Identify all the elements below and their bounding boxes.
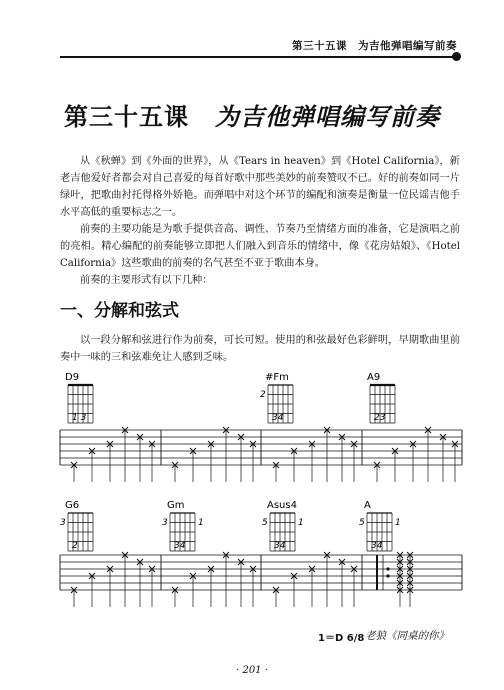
chord-fingering: 34 (174, 541, 186, 551)
chord-name: G6 (65, 500, 80, 511)
chord-name: A (364, 500, 371, 511)
footer-tempo: 1＝D 6/8 (318, 633, 365, 644)
chord-fingering: 34 (274, 541, 286, 551)
header-dot (452, 52, 461, 61)
chord-barre-finger: 1 (198, 518, 204, 528)
repeat-dot (386, 574, 389, 577)
chord-fret-number: 3 (162, 518, 168, 528)
repeat-dot (386, 567, 389, 570)
chord-fret-number: 2 (260, 390, 266, 400)
chord-fingering: 1 3 (72, 413, 87, 423)
chord-fingering: 34 (272, 413, 284, 423)
footer-song: 老狼《同桌的你》 (365, 630, 449, 642)
lesson-number: 第三十五课 (64, 103, 189, 131)
chord-fingering: 2 (72, 541, 78, 551)
chord-fret-number: 5 (359, 518, 365, 528)
chord-diagram-fm (260, 372, 293, 423)
chord-barre-finger: 1 (298, 518, 304, 528)
chord-diagram-g6 (60, 500, 93, 551)
tab-staff-figure (0, 370, 504, 630)
chord-name: D9 (65, 372, 80, 383)
chord-barre-finger: 1 (395, 518, 401, 528)
chord-diagram-gm (162, 500, 204, 551)
chord-diagram-a9 (367, 372, 395, 423)
lesson-title-text: 为吉他弹唱编写前奏 (215, 103, 440, 131)
tab-staff-row2 (60, 552, 462, 607)
paragraph-forms: 前奏的主要形式有以下几种： (80, 275, 213, 286)
paragraph-intro: 从《秋蝉》到《外面的世界》，从《Tears in heaven》到《Hotel California》，新老吉他爱好者都会对自己喜爱的每首好歌中那些美妙的前奏赞叹不已。好的前奏如同一片绿叶，把歌曲衬托得格外娇艳。而弹唱中对这个环节的编配和演奏是衡量一位民谣吉他手水平高低的重要标志之一。 (60, 156, 460, 218)
chord-diagram-d9 (65, 372, 93, 423)
chord-name: #Fm (265, 372, 289, 383)
chord-name: A9 (367, 372, 381, 383)
running-header: 第三十五课 为吉他弹唱编写前奏 (292, 40, 457, 52)
chord-name: Asus4 (267, 500, 297, 511)
chord-name: Gm (167, 500, 185, 511)
chord-fingering: 23 (374, 413, 386, 423)
page-number: · 201 · (236, 665, 268, 676)
header-rule (60, 56, 456, 58)
chord-fingering: 34 (371, 541, 383, 551)
chord-fret-number: 5 (262, 518, 268, 528)
paragraph-function: 前奏的主要功能是为歌手提供音高、调性、节奏乃至情绪方面的准备，它是演唱之前的亮相。精心编配的前奏能够立即把人们融入到音乐的情绪中，像《花房姑娘》、《Hotel California》这些歌曲的前奏的名气甚至不亚于歌曲本身。 (60, 224, 460, 269)
chord-diagram-a (359, 500, 401, 551)
chord-fret-number: 3 (60, 518, 66, 528)
chord-diagram-asus4 (262, 500, 304, 551)
tab-staff-row1 (60, 427, 462, 482)
lesson-title (0, 97, 504, 132)
section-heading: 一、分解和弦式 (60, 301, 179, 321)
section-text: 以一段分解和弦进行作为前奏，可长可短。使用的和弦最好色彩鲜明，早期歌曲里前奏中一味的三和弦难免让人感到乏味。 (60, 335, 460, 363)
